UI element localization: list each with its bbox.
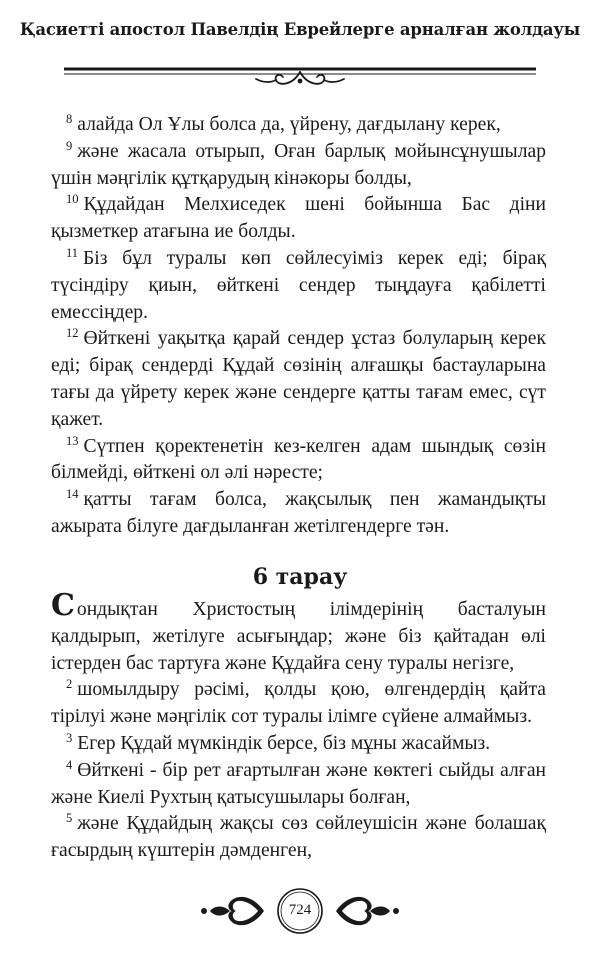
verse-text: Сүтпен қоректенетін кез-келген адам шындық сөзін білмейді, өйткені ол әлі нәресте; (51, 435, 546, 484)
verse-number: 4 (66, 757, 73, 772)
verse-number: 9 (66, 138, 73, 153)
verse-number: 12 (66, 326, 79, 341)
verse-text: алайда Ол Ұлы болса да, үйрену, дағдылану керек, (77, 114, 501, 135)
verse-number: 5 (66, 811, 73, 826)
verse-number: 10 (66, 192, 79, 207)
verse-text: Өйткені - бір рет ағартылған және көктегі сыйды алған және Киелі Рухтың қатысушылары болған, (51, 759, 546, 808)
verse-paragraph (51, 326, 546, 433)
verse-text: шомылдыру рәсімі, қолды қою, өлгендердің қайта тірілуі және мәңгілік сот туралы ілімге сүйене алмаймыз. (51, 679, 546, 728)
verse-number: 8 (66, 112, 73, 126)
verse-paragraph (51, 677, 546, 731)
verse-paragraph (51, 758, 546, 812)
verse-text: Егер Құдай мүмкіндік берсе, біз мұны жасаймыз. (77, 732, 491, 754)
verse-text: ондықтан Христостың ілімдерінің басталуын қалдырып, жетілуге асығыңдар; және біз қайтадан өлі істерден бас тартуға және Құдайға сену туралы негізге, (51, 599, 546, 674)
verse-paragraph (51, 246, 546, 326)
verses-block-bottom (51, 588, 546, 865)
verse-paragraph (51, 112, 546, 139)
verse-text: және Құдайдың жақсы сөз сөйлеушісін және болашақ ғасырдың күштерін дәмденген, (51, 813, 546, 862)
drop-cap: С (51, 588, 75, 623)
verse-number: 14 (66, 487, 79, 502)
verse-number: 13 (66, 433, 79, 448)
verse-text: қатты тағам болса, жақсылық пен жамандықты ажырата білуге дағдыланған жетілгендерге тән. (51, 489, 546, 537)
verse-text: Өйткені уақытқа қарай сендер ұстаз болуларың керек еді; бірақ сендерді Құдай сөзінің алғашқы бастауларына тағы да үйрету керек және сендерге қатты тағам емес, сүт қажет. (51, 328, 546, 430)
page-number: 724 (288, 902, 312, 918)
verse-number: 3 (66, 730, 73, 745)
chapter-first-paragraph (51, 588, 546, 677)
header-ornament (64, 64, 536, 88)
verse-paragraph (51, 811, 546, 865)
verse-paragraph (51, 139, 546, 193)
verse-number: 2 (66, 677, 73, 692)
verses-block-top (51, 112, 546, 541)
chapter-title: 6 тарау (252, 564, 348, 590)
verse-text: Біз бұл туралы көп сөйлесуіміз керек еді; бірақ түсіндіру қиын, өйткені сендер тыңдауға қабілетті емессіңдер. (51, 247, 546, 323)
verse-number: 11 (66, 245, 79, 260)
verse-paragraph (51, 731, 546, 758)
verse-paragraph (51, 487, 546, 541)
running-head: Қасиетті апостол Павелдің Еврейлерге арналған жолдауы (19, 20, 581, 39)
verse-paragraph (51, 434, 546, 488)
verse-text: Құдайдан Мелхиседек шені бойынша Бас діни қызметкер атағына ие болды. (51, 194, 546, 243)
verse-text: және жасала отырып, Оған барлық мойынсұнушылар үшін мәңгілік құтқарудың кінәкоры болды, (51, 140, 546, 189)
verse-paragraph (51, 192, 546, 246)
